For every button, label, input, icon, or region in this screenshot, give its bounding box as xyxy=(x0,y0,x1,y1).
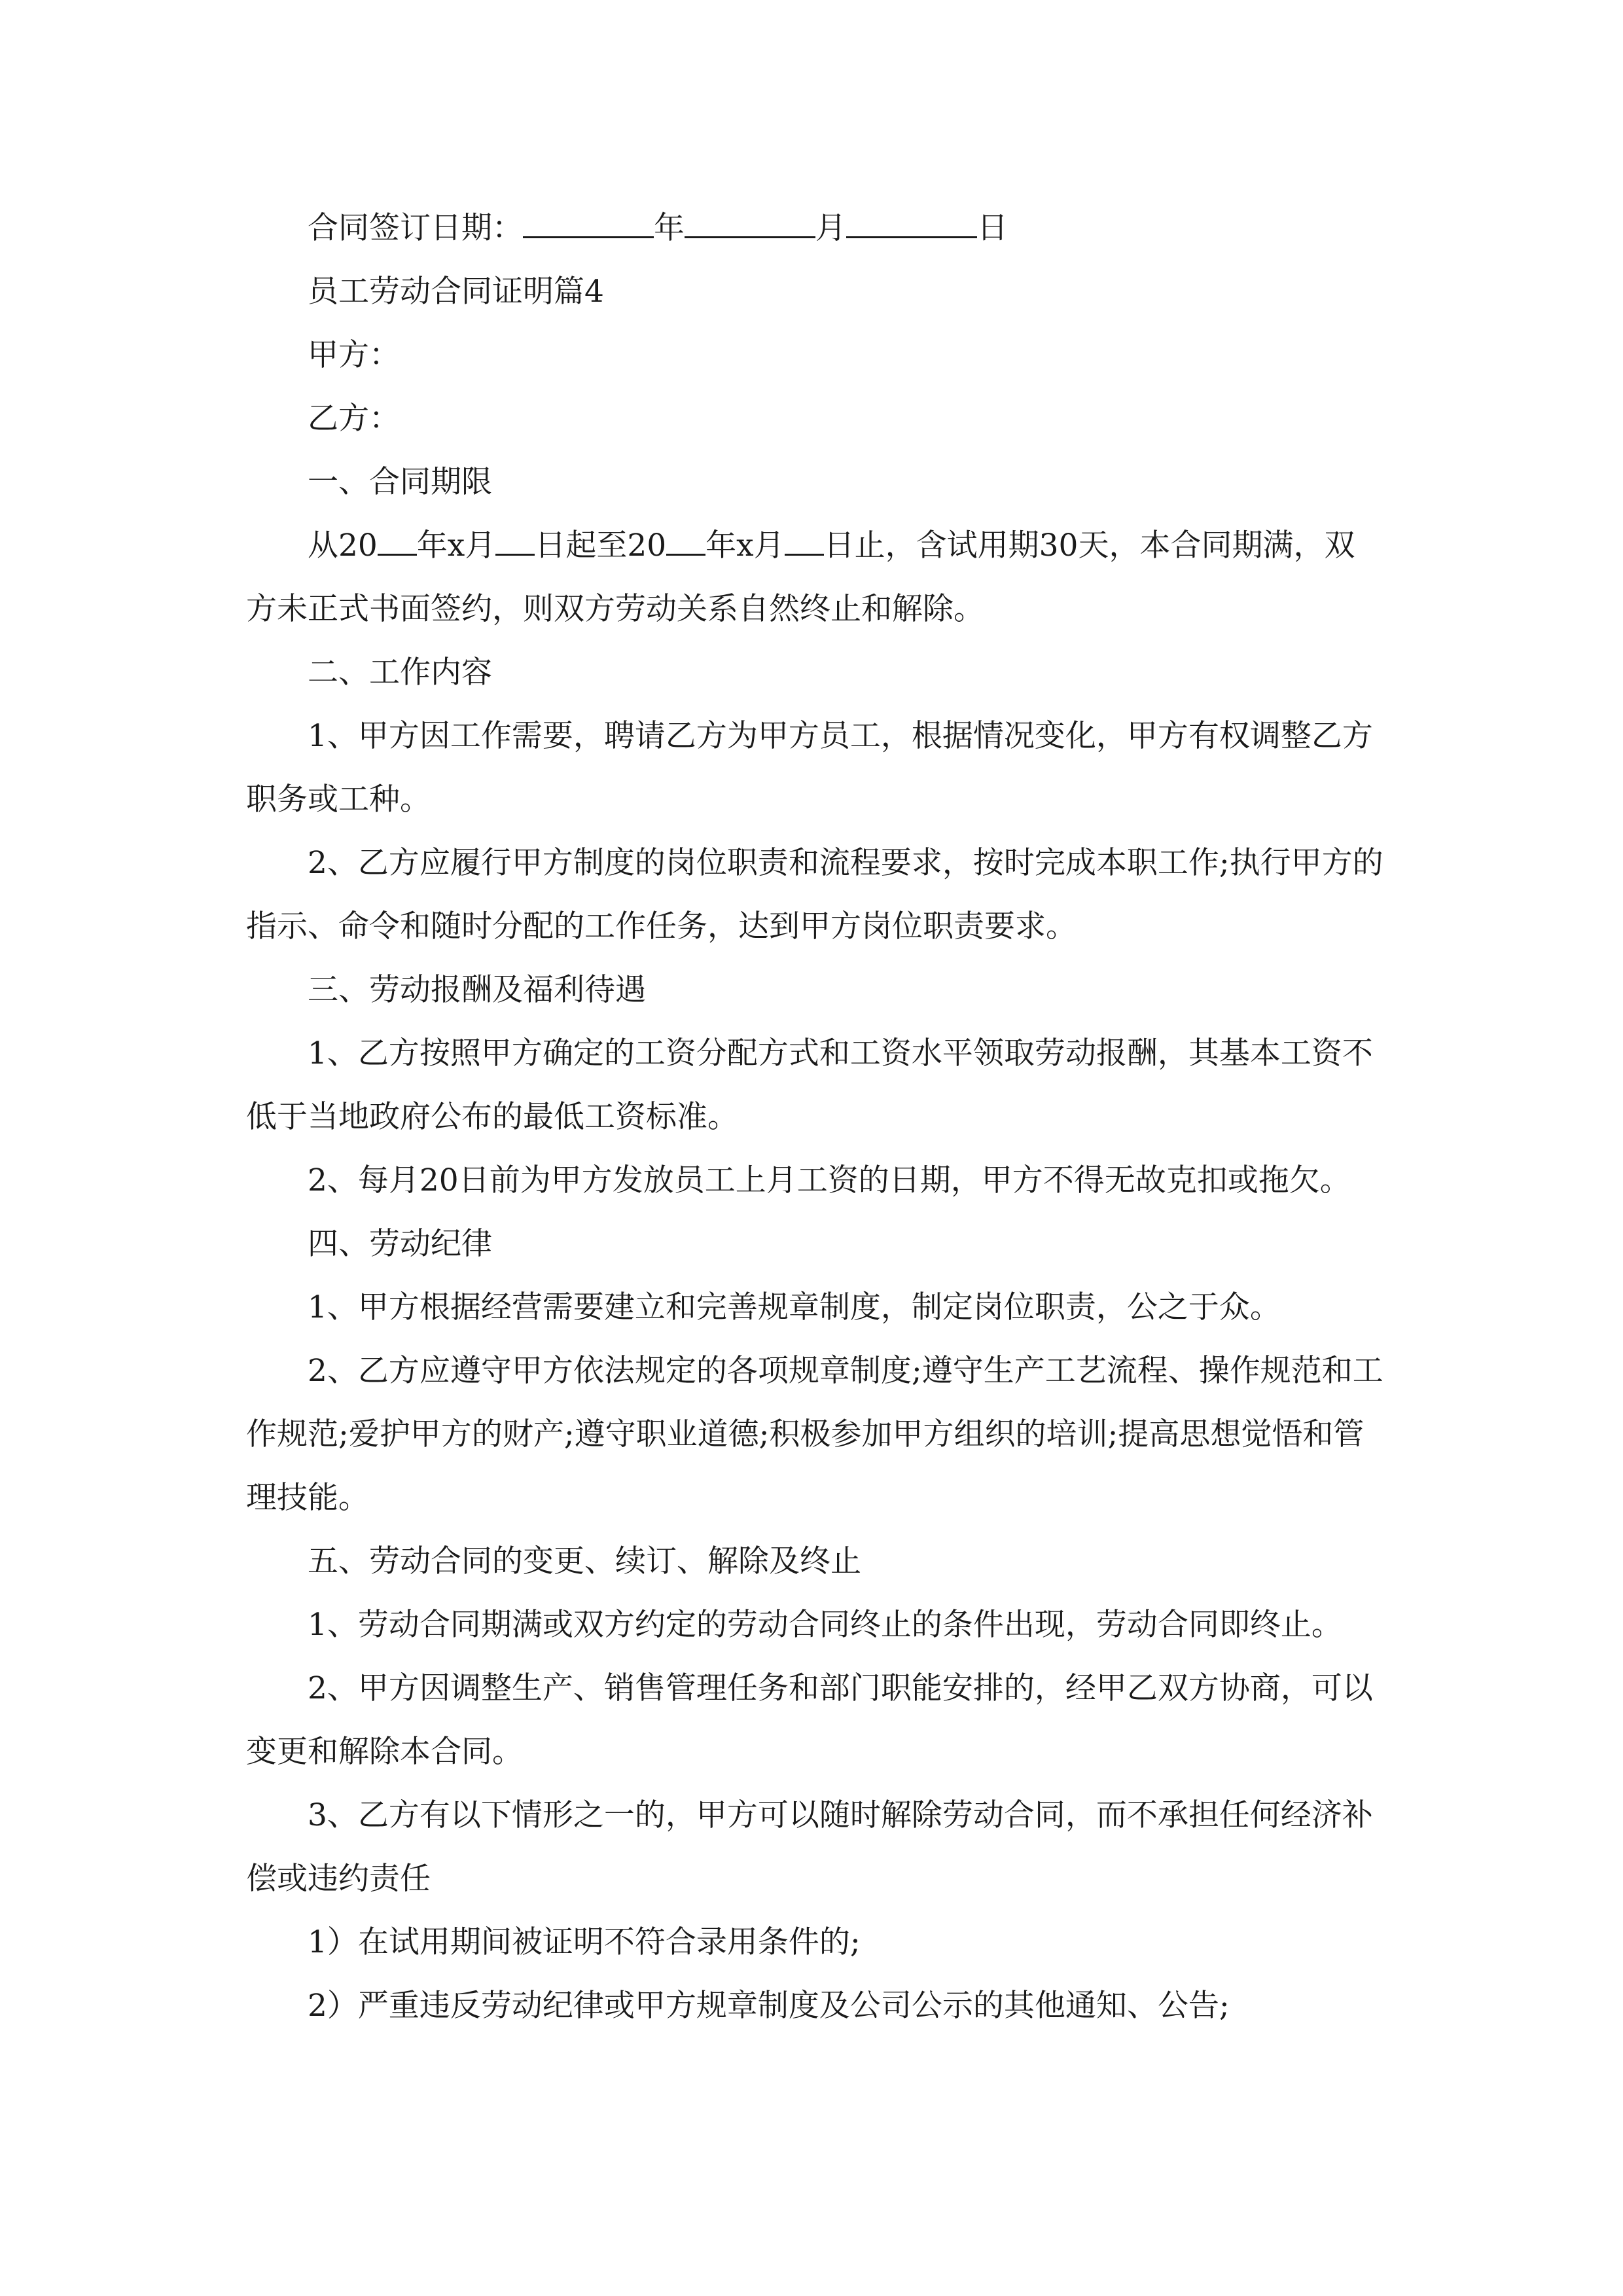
year-blank xyxy=(523,206,654,238)
document-body xyxy=(246,196,1385,2037)
year-label: 年 xyxy=(654,210,685,246)
section-5-heading: 五、劳动合同的变更、续订、解除及终止 xyxy=(308,1543,861,1579)
term-end-month: 年x月 xyxy=(705,528,785,564)
section-2-paragraph-1: 1、甲方因工作需要，聘请乙方为甲方员工，根据情况变化，甲方有权调整乙方职务或工种。 xyxy=(246,718,1373,817)
signing-date-line xyxy=(246,196,1385,260)
term-start-month: 年x月 xyxy=(416,528,496,564)
section-3-paragraph-2: 2、每月20日前为甲方发放员工上月工资的日期，甲方不得无故克扣或拖欠。 xyxy=(308,1162,1351,1198)
section-5-paragraph-2: 2、甲方因调整生产、销售管理任务和部门职能安排的，经甲乙双方协商，可以变更和解除本合同。 xyxy=(246,1670,1373,1770)
section-4-heading: 四、劳动纪律 xyxy=(308,1226,492,1262)
section-3-paragraph-1: 1、乙方按照甲方确定的工资分配方式和工资水平领取劳动报酬，其基本工资不低于当地政府公布的最低工资标准。 xyxy=(246,1035,1373,1135)
month-blank xyxy=(685,206,815,238)
month-label: 月 xyxy=(815,210,846,246)
start-year-blank xyxy=(378,524,417,556)
term-end-prefix: 日起至20 xyxy=(535,528,667,564)
end-year-blank xyxy=(666,524,705,556)
section-5-paragraph-3: 3、乙方有以下情形之一的，甲方可以随时解除劳动合同，而不承担任何经济补偿或违约责任 xyxy=(246,1797,1373,1897)
section-3-heading: 三、劳动报酬及福利待遇 xyxy=(308,972,646,1008)
signing-date-label: 合同签订日期： xyxy=(308,210,523,246)
section-4-paragraph-1: 1、甲方根据经营需要建立和完善规章制度，制定岗位职责，公之于众。 xyxy=(308,1289,1281,1325)
day-label: 日 xyxy=(977,210,1008,246)
term-start-prefix: 从20 xyxy=(308,528,378,564)
section-5-item-2: 2）严重违反劳动纪律或甲方规章制度及公司公示的其他通知、公告; xyxy=(308,1988,1230,2024)
day-blank xyxy=(846,206,977,238)
section-2-heading: 二、工作内容 xyxy=(308,655,492,691)
section-1-heading: 一、合同期限 xyxy=(308,464,492,500)
party-a: 甲方： xyxy=(308,337,400,373)
end-day-blank xyxy=(785,524,824,556)
section-5-item-1: 1）在试用期间被证明不符合录用条件的; xyxy=(308,1924,861,1960)
section-1-paragraph xyxy=(246,514,1385,641)
party-b: 乙方： xyxy=(308,401,400,437)
term-rest: 日止，含试用期30天，本合同期满，双方未正式书面签约，则双方劳动关系自然终止和解除。 xyxy=(246,528,1355,627)
section-5-paragraph-1: 1、劳动合同期满或双方约定的劳动合同终止的条件出现，劳动合同即终止。 xyxy=(308,1607,1342,1643)
section-4-paragraph-2: 2、乙方应遵守甲方依法规定的各项规章制度;遵守生产工艺流程、操作规范和工作规范;爱护甲方的财产;遵守职业道德;积极参加甲方组织的培训;提高思想觉悟和管理技能。 xyxy=(246,1353,1383,1516)
document-title: 员工劳动合同证明篇4 xyxy=(308,274,604,310)
section-2-paragraph-2: 2、乙方应履行甲方制度的岗位职责和流程要求，按时完成本职工作;执行甲方的指示、命令和随时分配的工作任务，达到甲方岗位职责要求。 xyxy=(246,845,1383,944)
start-day-blank xyxy=(495,524,535,556)
